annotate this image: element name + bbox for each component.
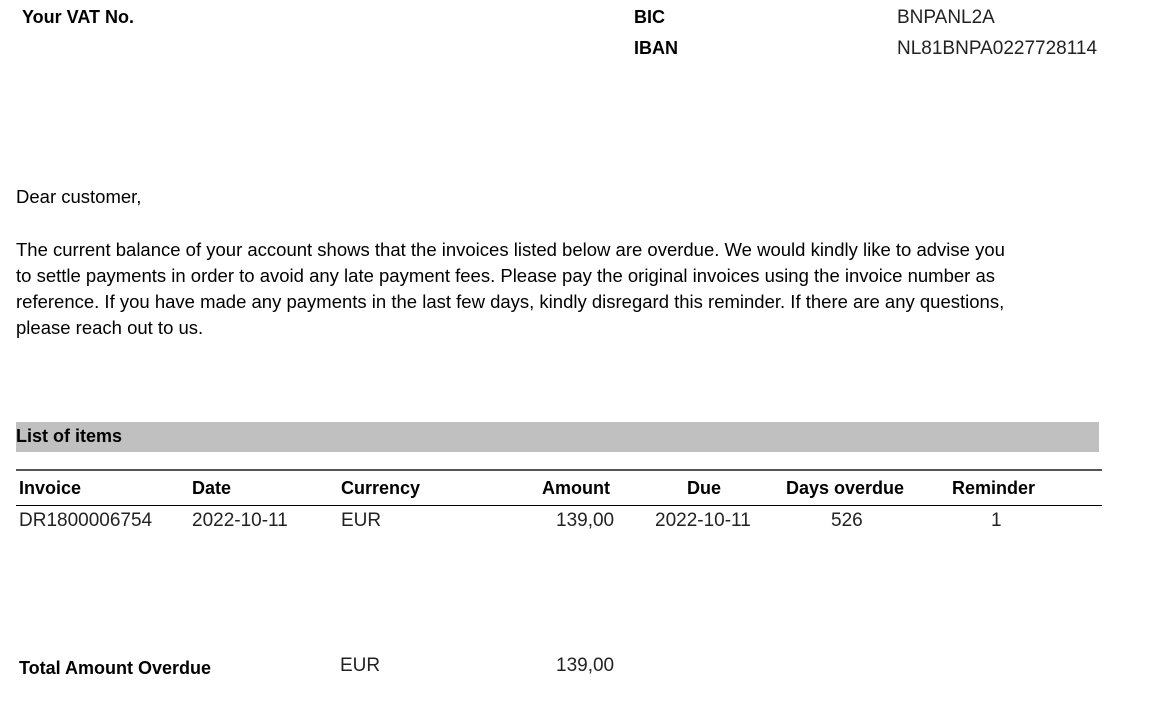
column-header-amount: Amount bbox=[542, 478, 610, 498]
column-header-due: Due bbox=[687, 478, 722, 498]
iban-label: IBAN bbox=[634, 38, 678, 58]
cell-amount: 139,00 bbox=[556, 510, 615, 531]
column-header-currency: Currency bbox=[341, 478, 421, 498]
total-currency: EUR bbox=[340, 655, 381, 676]
items-section-header bbox=[16, 422, 1099, 452]
total-label: Total Amount Overdue bbox=[19, 658, 212, 678]
letter-body-line: The current balance of your account shows that the invoices listed below are overdue. We would kindly like to advise you bbox=[16, 239, 1005, 260]
vat-number-label: Your VAT No. bbox=[22, 7, 134, 27]
letter-body-line: to settle payments in order to avoid any late payment fees. Please pay the original invoices using the invoice number as bbox=[16, 265, 996, 286]
iban-value: NL81BNPA0227728114 bbox=[897, 38, 1098, 59]
bic-value: BNPANL2A bbox=[897, 7, 995, 28]
bic-label: BIC bbox=[634, 7, 665, 27]
cell-invoice: DR1800006754 bbox=[19, 510, 153, 531]
cell-reminder: 1 bbox=[991, 510, 1002, 531]
total-amount: 139,00 bbox=[556, 655, 615, 676]
table-top-rule bbox=[16, 469, 1102, 471]
column-header-invoice: Invoice bbox=[19, 478, 82, 498]
letter-greeting: Dear customer, bbox=[16, 186, 142, 207]
column-header-date: Date bbox=[192, 478, 232, 498]
letter-body-line: please reach out to us. bbox=[16, 317, 204, 338]
cell-currency: EUR bbox=[341, 510, 382, 531]
cell-date: 2022-10-11 bbox=[192, 510, 288, 531]
column-header-reminder: Reminder bbox=[952, 478, 1036, 498]
cell-days-overdue: 526 bbox=[831, 510, 863, 531]
items-section-title: List of items bbox=[16, 426, 123, 446]
letter-body-line: reference. If you have made any payments in the last few days, kindly disregard this reminder. If there are any questions, bbox=[16, 291, 1005, 312]
cell-due: 2022-10-11 bbox=[655, 510, 751, 531]
column-header-days-overdue: Days overdue bbox=[786, 478, 905, 498]
table-header-rule bbox=[16, 505, 1102, 506]
letter-body bbox=[16, 237, 1111, 341]
